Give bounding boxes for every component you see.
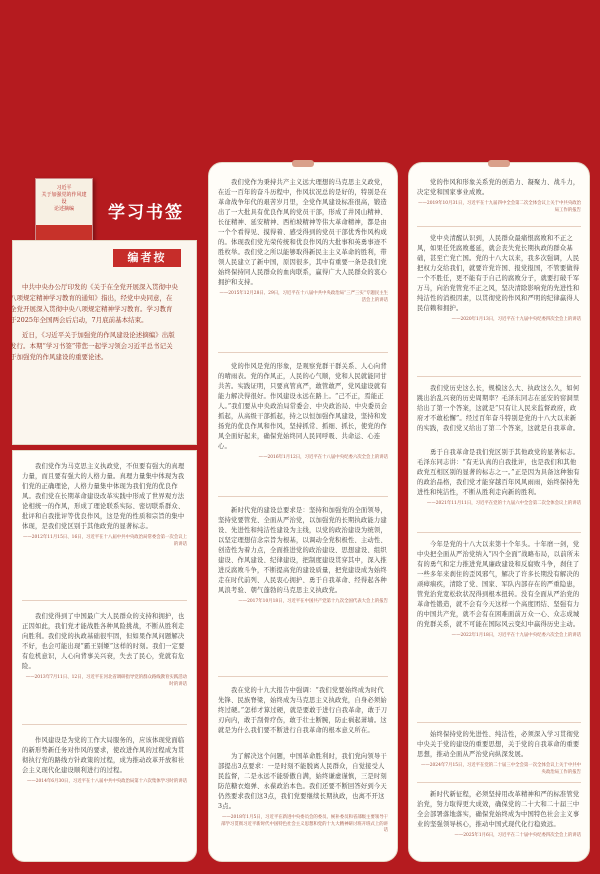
divider [218,352,388,353]
quote-text: 今年是党的十八大以来第十个年头。十年磨一剑，党中央把全面从严治党纳入“四个全面”战略布局，以前所未有的勇气和定力推进党风廉政建设和反腐败斗争，刹住了一些多年来刹住的歪风邪气，解决了许多长期没有解决的顽瘴痼疾，清除了党、国家、军队内部存在的严重隐患，管党治党宽松软状况得到根本扭转。没有全面从严治党的革命性锻造，就不会有今天这样一个高度团结、坚强有力的中国共产党，就不会有在困难面前万众一心、众志成城的党群关系，就不可能在国际风云变幻中赢得历史主动。 [417,541,580,628]
book-cover-title: 习近平 关于加强党的作风建设 论述摘编 [41,185,87,212]
quote-text: 我们党作为马克思主义执政党，不但要有强大的真理力量，而且要有强大的人格力量。真理力量集中体现为我们党的正确理论，人格力量集中体现为我们党的优良作风。我们党在长期革命建设改革实践中形成了世界观方法论相统一的作风，形成了理论联系实际、密切联系群众、批评和自我批评等优良作风，这是党的性质和宗旨的集中体现，是我们党区别于其他政党的显著标志。 [22,463,185,530]
quote-text: 始终保持党的先进性、纯洁性，必须深入学习贯彻党中央关于党的建设的重要思想，关于党的自我革命的重要思想，推动全面从严治党向纵深发展。 [417,731,580,758]
quote-entry [218,362,388,462]
editor-note-paragraph: 近日，《习近平关于加强党的作风建设论述摘编》出版发行。本期“学习书签”带您一起学习领会习近平总书记关于加强党的作风建设的重要论述。 [10,331,175,361]
quote-text: 勇于自我革命是我们党区别于其他政党的显著标志。毛泽东同志讲：“有无认真的自我批评，也是我们和其他政党互相区别的显著的标志之一。”正是因为具备这种独有的政治品格，我们党才能穿越百年风风雨雨，始终保持先进性和纯洁性，不断从胜利走向新的胜利。 [417,449,580,496]
divider [22,724,187,725]
quote-source: ——2020年1月13日，习近平在十九届中央纪委四次全会上的讲话 [451,317,581,322]
quote-source: ——2016年1月12日，习近平在十八届中央纪委六次全会上的讲话 [258,455,388,460]
quote-source: ——2015年12月28日、29日，习近平在十八届中共中央政治局“三严三实”专题民主生活会上的讲话 [219,291,388,303]
quote-entry [417,178,581,214]
quote-entry [218,178,388,304]
column-title: 学习书签 [108,203,184,223]
quote-text: 新时代新征程，必须坚持用改革精神和严的标准管党治党，努力取得更大成效，确保党的二十大和二十届三中全会部署落地落实，确保党始终成为中国特色社会主义事业的坚强领导核心，推动中国式现代化行稳致远。 [417,791,580,828]
quote-text: 党的作风是党的形象，是观察党群干群关系、人心向背的晴雨表。党的作风正，人民的心气顺，党和人民就能同甘共苦。实践证明，只要真管真严，敢管敢严，党风建设就有能力解决得很好。作风建设永远在路上。“己不正，焉能正人。”我们要从中央政治局常委会、中央政治局、中央委员会抓起，从高级干部抓起，持之以恒加强作风建设，坚持和发扬党的优良作风和作风，坚持抓常、抓细、抓长，使党的作风全面好起来，确保党始终同人民同呼吸、共命运、心连心。 [218,363,388,450]
quote-entry [417,540,581,640]
quote-entry [218,752,388,835]
quote-text: 为了解决这个问题，中国革命胜利时，我们党向领导干部提出3点要求：一是时刻不能脱离人民群众，自觉接受人民监督，二是永远不能骄傲自满，始终谦虚谨慎，三是时刻防范糖衣炮弹、永葆政治本色。我们还要不断回答好到今天仍然要求我们这3点，我们党要继续长期执政，也离不开这3点。 [218,753,387,810]
quote-entry [218,506,388,606]
quote-source: ——2012年11月15日、16日，习近平在十八届中共中央政治局常委会第一次会议上的讲话 [22,535,187,547]
quote-text: 新时代党的建设总要求是：坚持和加强党的全面领导，坚持党要管党、全面从严治党，以加强党的长期执政能力建设、先进性和纯洁性建设为主线，以党的政治建设为统领，以坚定理想信念宗旨为根基，以调动全党积极性、主动性、创造性为着力点，全面推进党的政治建设、思想建设、组织建设、作风建设、纪律建设，把制度建设贯穿其中，深入推进反腐败斗争，不断提高党的建设质量，把党建设成为始终走在时代前列、人民衷心拥护、勇于自我革命、经得起各种风浪考验、朝气蓬勃的马克思主义执政党。 [218,507,387,594]
divider [218,496,388,497]
quote-entry [218,686,388,736]
quote-entry [417,730,581,776]
divider [218,676,388,677]
editor-note-paragraph: 中共中央办公厅印发的《关于在全党开展深入贯彻中央八项规定精神学习教育的通知》指出，经党中央同意，在全党开展深入贯彻中央八项规定精神学习教育。学习教育于2025年全国两会后启动，7月底前基本结束。 [10,283,178,324]
editor-note-text [10,282,178,367]
quote-entry [417,790,581,840]
quote-text: 我在党的十九大报告中强调：“我们党要始终成为时代先锋、民族脊梁，始终成为马克思主义执政党，自身必须始终过硬。”怎样才算过硬，就是要敢于进行自我革命，敢于刀刃向内，敢于刮骨疗伤，敢于壮士断腕，防止祸起萧墙。这就是为什么我们要不断进行自我革命的根本意义所在。 [218,687,388,734]
quote-entry [22,612,187,688]
quote-text: 我们党作为秉持共产主义远大理想的马克思主义政党，在近一百年的奋斗历程中，作风状况总的是好的，特别是在革命战争年代的艰苦岁月里，全党作风建设标准很高，锻造出了一大批具有优良作风的党员干部，形成了井冈山精神、长征精神、延安精神、西柏坡精神等伟大革命精神，都是由一个个看得见、摸得着、感受得到的党员干部优秀作风构成的。体现我们党光荣传统和优良作风的大批事和英勇事迹不胜枚举。我们党之所以能够取得新民主主义革命的胜利，带领人民建立了新中国，原因很多，其中有重要一条是我们党始终保持同人民群众的血肉联系，赢得广大人民群众的衷心拥护和支持。 [218,179,387,286]
quote-source: ——2024年7月15日，习近平在党的二十届三中全会第一次全体会议上关于中共中央政治局工作的报告 [420,763,581,775]
quote-entry [22,462,187,548]
divider [22,600,187,601]
quote-text: 党的作风和形象关系党的创造力、凝聚力、战斗力，决定党和国家事业成败。 [417,179,580,196]
quote-source: ——2013年7月11日、12日，习近平在河北省调研指导党的群众路线教育实践活动时的讲话 [25,675,187,687]
divider [417,722,581,723]
quote-text: 党中央清醒认识到，人民群众最痛恨腐败和不正之风，如果任凭腐败蔓延，就会丧失党长期执政的群众基础，甚至亡党亡国。党的十八大以来，我多次强调，人民把权力交给我们，就要许党许国、报党报国，不管要做得一个不胜任，更不能有于自己的腐败分子，就要打破千军万马，向治党管党不正之风，坚决清除影响党的先进性和纯洁性的消极因素，以贯彻党的作风和严明的纪律赢得人民信赖和拥护。 [417,235,580,312]
quote-entry [417,448,581,508]
divider [417,376,581,377]
divider [417,782,581,783]
quote-text: 我们党历史这么长，规模这么大、执政这么久，如何跳出治乱兴衰的历史周期率？毛泽东同志在延安的窑洞里给出了第一个答案，这就是“只有让人民来监督政府，政府才不敢松懈”。经过百年奋斗特别是党的十八大以来新的实践，我们党又给出了第二个答案，这就是自我革命。 [417,385,580,432]
quote-source: ——2022年1月18日，习近平在十九届中央纪委六次全会上的讲话 [451,633,581,638]
quote-source: ——2017年10月18日，习近平在中国共产党第十九次全国代表大会上的报告 [238,599,388,604]
quote-source: ——2018年1月5日，习近平在新进中央委员会的委员、候补委员和省部级主要领导干部学习贯彻习近平新时代中国特色社会主义思想和党的十九大精神研讨班开班式上的讲话 [221,815,388,833]
quote-entry [417,234,581,324]
quote-entry [22,736,187,786]
quote-source: ——2021年11月11日，习近平在党的十九届六中全会第二次全体会议上的讲话 [426,501,581,506]
quote-entry [417,384,581,434]
quote-text: 我们党得到了中国最广大人民群众的支持和拥护，也正因如此，我们党才能战胜各种风险挑战，不断从胜利走向胜利。我们党的执政基础很牢固，但如果作风问题解决不好，也会可能出现“霸王别姬”这样的时刻。我们一定要有危机意识，人心向背事关兴衰，失去了民心，党就有危险。 [22,613,185,670]
book-cover [35,178,93,244]
quote-source: ——2025年1月6日，习近平在二十届中央纪委四次全会上的讲话 [454,833,581,838]
divider [417,226,581,227]
divider [417,532,581,533]
editor-note-tag: 编者按 [113,249,181,267]
quote-source: ——2014年6月30日，习近平在十八届中共中央政治局第十六次集体学习时的讲话 [26,779,187,784]
quote-source: ——2019年10月31日，习近平在十九届四中全会第二次全体会议上关于中共央政治局工作的报告 [418,201,581,213]
quote-text: 作风建设是为党的工作大局服务的，应该体现党面临的新形势新任务对作风的要求，使改进作风的过程成为贯彻执行党的路线方针政策的过程，成为推动改革开放和社会主义现代化建设顺利进行的过程。 [22,737,185,774]
